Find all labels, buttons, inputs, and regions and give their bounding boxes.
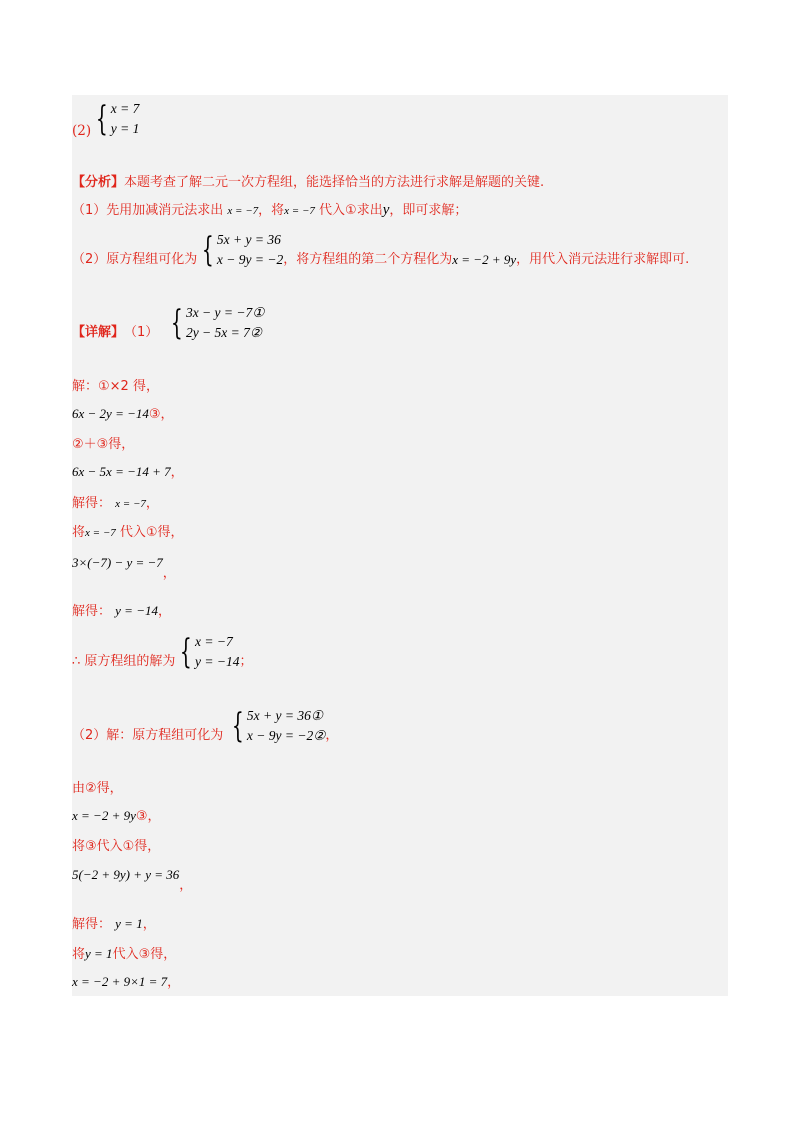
step-15-end: 代入③得， bbox=[112, 947, 177, 962]
step-13-math: 5(−2 + 9y) + y = 36 bbox=[72, 867, 180, 882]
step-5-math: x = −7 bbox=[115, 498, 146, 510]
step-5-end: ， bbox=[145, 496, 159, 511]
detail-p2-eq2: x − 9y = −2② bbox=[246, 728, 326, 743]
left-brace: { bbox=[232, 706, 245, 746]
detail-sys1-eq2: 2y − 5x = 7② bbox=[185, 325, 262, 340]
step-4-math: 6x − 5x = −14 + 7 bbox=[72, 464, 171, 479]
detail-p1 bbox=[72, 303, 264, 343]
step-8 bbox=[72, 602, 171, 621]
step-1: 解：①×2 得， bbox=[72, 379, 159, 394]
step-2-text: ③， bbox=[148, 407, 174, 422]
step-7-math: 3×(−7) − y = −7 bbox=[72, 555, 163, 570]
step-6-end: 代入①得， bbox=[119, 525, 184, 540]
step-11-text: ③， bbox=[135, 809, 161, 824]
step-6-math: x = −7 bbox=[85, 527, 116, 539]
analysis-p2 bbox=[72, 230, 689, 270]
step-8-math: y = −14 bbox=[115, 603, 158, 618]
step-15-math: y = 1 bbox=[85, 946, 113, 961]
left-brace: { bbox=[95, 99, 108, 139]
analysis-line bbox=[72, 174, 544, 192]
detail-p1-label: （1） bbox=[124, 325, 159, 340]
step-8-text: 解得： bbox=[72, 604, 112, 619]
step-7-text: ， bbox=[162, 566, 176, 581]
analysis-text: 本题考查了解二元一次方程组，能选择恰当的方法进行求解是解题的关键. bbox=[124, 175, 545, 190]
step-16-math: x = −2 + 9×1 = 7 bbox=[72, 974, 168, 989]
step-15-text: 将 bbox=[72, 947, 86, 962]
analysis-p2-eq2: x − 9y = −2 bbox=[216, 252, 284, 267]
step-3: ②＋③得， bbox=[72, 437, 135, 452]
detail-p2-eq1: 5x + y = 36① bbox=[246, 708, 323, 723]
step-11 bbox=[72, 807, 161, 826]
step-10: 由②得， bbox=[72, 781, 123, 796]
step-4-text: ， bbox=[170, 465, 184, 480]
detail-tag: 【详解】 bbox=[72, 325, 125, 340]
analysis-p2-math: x = −2 + 9y bbox=[452, 252, 517, 267]
analysis-p1-text-a: （1）先用加减消元法求出 bbox=[72, 203, 224, 218]
left-brace: { bbox=[171, 303, 184, 343]
answer-2-eq1: x = 7 bbox=[110, 101, 140, 116]
analysis-p2-eq1: 5x + y = 36 bbox=[216, 232, 281, 247]
step-9 bbox=[72, 632, 253, 672]
step-12: 将③代入①得， bbox=[72, 839, 161, 854]
step-13-text: ， bbox=[179, 878, 193, 893]
step-9-eq2: y = −14 bbox=[195, 654, 240, 669]
step-5-text: 解得： bbox=[72, 496, 112, 511]
answer-2-eq2: y = 1 bbox=[110, 121, 140, 136]
step-11-math: x = −2 + 9y bbox=[72, 808, 136, 823]
step-6 bbox=[72, 524, 184, 542]
step-13 bbox=[72, 866, 193, 893]
step-16 bbox=[72, 973, 180, 992]
step-14-text: 解得： bbox=[72, 917, 112, 932]
step-9-eq1: x = −7 bbox=[195, 634, 233, 649]
analysis-p1-text-d: ，即可求解； bbox=[389, 203, 468, 218]
step-15 bbox=[72, 945, 176, 964]
detail-sys1-eq1: 3x − y = −7① bbox=[185, 305, 265, 320]
step-16-text: ， bbox=[167, 975, 181, 990]
detail-p2-text: （2）解：原方程组可化为 bbox=[72, 728, 224, 743]
analysis-p2-text-c: ，用代入消元法进行求解即可. bbox=[516, 252, 690, 267]
step-14 bbox=[72, 915, 156, 934]
left-brace: { bbox=[180, 632, 193, 672]
answer-2-label: (2) bbox=[72, 123, 92, 139]
analysis-p2-text-b: ，将方程组的第二个方程化为 bbox=[283, 252, 453, 267]
step-14-math: y = 1 bbox=[115, 916, 143, 931]
analysis-p1-math-2: x = −7 bbox=[284, 205, 315, 217]
step-5 bbox=[72, 495, 159, 513]
step-2-math: 6x − 2y = −14 bbox=[72, 406, 149, 421]
answer-2 bbox=[72, 98, 139, 140]
analysis-p1-math-1: x = −7 bbox=[227, 205, 259, 217]
analysis-p2-text-a: （2）原方程组可化为 bbox=[72, 252, 198, 267]
analysis-p1-text-c: 代入①求出 bbox=[319, 203, 383, 218]
step-9-end: ； bbox=[239, 654, 253, 669]
detail-p2-end: ， bbox=[325, 728, 339, 743]
analysis-p1-math-3: y bbox=[382, 202, 390, 218]
step-6-text: 将 bbox=[72, 525, 86, 540]
detail-p2 bbox=[72, 706, 338, 746]
step-7 bbox=[72, 554, 176, 581]
step-4 bbox=[72, 463, 184, 482]
analysis-p1 bbox=[72, 201, 467, 220]
step-14-end: ， bbox=[142, 917, 156, 932]
step-2 bbox=[72, 405, 174, 424]
analysis-p1-text-b: ，将 bbox=[258, 203, 285, 218]
step-8-end: ， bbox=[157, 604, 171, 619]
left-brace: { bbox=[202, 230, 215, 270]
analysis-tag: 【分析】 bbox=[72, 175, 125, 190]
step-9-text: ∴ 原方程组的解为 bbox=[72, 654, 176, 669]
